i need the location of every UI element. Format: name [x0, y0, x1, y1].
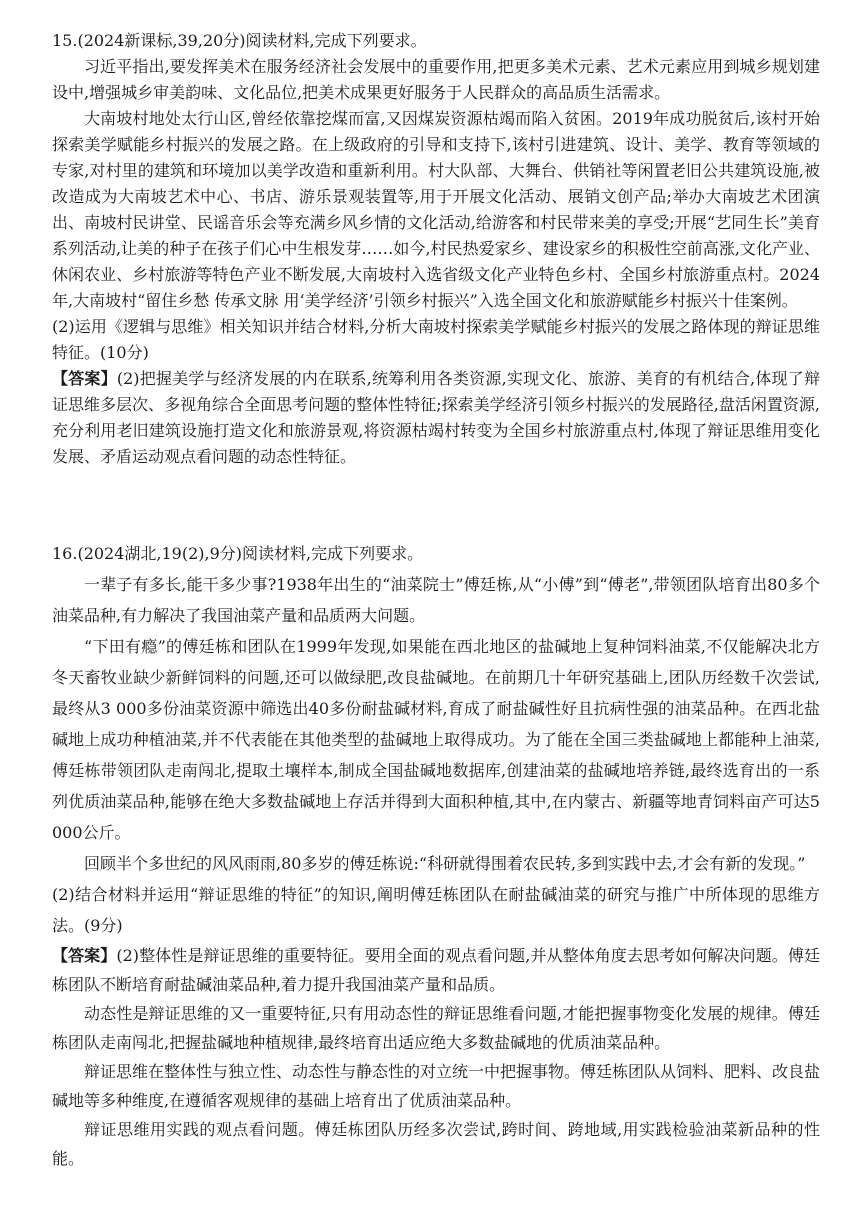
question-16-material-paragraph-2: “下田有瘾”的傅廷栋和团队在1999年发现,如果能在西北地区的盐碱地上复种饲料油菜,不仅能解决北方冬天畜牧业缺少新鲜饲料的问题,还可以做绿肥,改良盐碱地。在前期几十年研究基础上,团队历经数千次尝试,最终从3 000多份油菜资源中筛选出40多份耐盐碱材料,育成了耐盐碱性好且抗病性强的油菜品种。在西北盐碱地上成功种植油菜,并不代表能在其他类型的盐碱地上取得成功。为了能在全国三类盐碱地上都能种上油菜,傅廷栋带领团队走南闯北,提取土壤样本,制成全国盐碱地数据库,创建油菜的盐碱地培养链,最终选育出的一系列优质油菜品种,能够在绝大多数盐碱地上存活并得到大面积种植,其中,在内蒙古、新疆等地青饲料亩产可达5 000公斤。: [52, 637, 820, 842]
question-16-material-paragraph-1: 一辈子有多长,能干多少事?1938年出生的“油菜院士”傅廷栋,从“小傅”到“傅老”,带领团队培育出80多个油菜品种,有力解决了我国油菜产量和品质两大问题。: [52, 575, 820, 625]
question-15: [52, 28, 820, 470]
question-15-answer-text: (2)把握美学与经济发展的内在联系,统筹利用各类资源,实现文化、旅游、美育的有机结合,体现了辩证思维多层次、多视角综合全面思考问题的整体性特征;探索美学经济引领乡村振兴的发展路径,盘活闲置资源,充分利用老旧建筑设施打造文化和旅游景观,将资源枯竭村转变为全国乡村旅游重点村,体现了辩证思维用变化发展、矛盾运动观点看问题的动态性特征。: [52, 369, 820, 466]
question-16-answer-paragraph-2: 动态性是辩证思维的又一重要特征,只有用动态性的辩证思维看问题,才能把握事物变化发展的规律。傅廷栋团队走南闯北,把握盐碱地种植规律,最终培育出适应绝大多数盐碱地的优质油菜品种。: [52, 1004, 820, 1052]
question-16-answer-paragraph-4: 辩证思维用实践的观点看问题。傅廷栋团队历经多次尝试,跨时间、跨地域,用实践检验油菜新品种的性能。: [52, 1120, 820, 1168]
answer-tag: 【答案】: [52, 369, 117, 388]
question-16: [52, 538, 820, 1173]
question-16-material-paragraph-3: 回顾半个多世纪的风风雨雨,80多岁的傅廷栋说:“科研就得围着农民转,多到实践中去,才会有新的发现。”: [84, 854, 806, 873]
question-16-answer: [52, 941, 820, 999]
question-16-answer-text-1: (2)整体性是辩证思维的重要特征。要用全面的观点看问题,并从整体角度去思考如何解决问题。傅廷栋团队不断培育耐盐碱油菜品种,着力提升我国油菜产量和品质。: [52, 946, 820, 994]
question-16-title: 16.(2024湖北,19(2),9分)阅读材料,完成下列要求。: [52, 544, 424, 563]
question-16-prompt: (2)结合材料并运用“辩证思维的特征”的知识,阐明傅廷栋团队在耐盐碱油菜的研究与推广中所体现的思维方法。(9分): [52, 885, 820, 935]
answer-tag: 【答案】: [52, 946, 117, 965]
question-15-prompt: (2)运用《逻辑与思维》相关知识并结合材料,分析大南坡村探索美学赋能乡村振兴的发展之路体现的辩证思维特征。(10分): [52, 317, 820, 362]
question-15-material-paragraph-2: 大南坡村地处太行山区,曾经依靠挖煤而富,又因煤炭资源枯竭而陷入贫困。2019年成功脱贫后,该村开始探索美学赋能乡村振兴的发展之路。在上级政府的引导和支持下,该村引进建筑、设计、美学、教育等领域的专家,对村里的建筑和环境加以美学改造和重新利用。村大队部、大舞台、供销社等闲置老旧公共建筑设施,被改造成为大南坡艺术中心、书店、游乐景观装置等,用于开展文化活动、展销文创产品;举办大南坡艺术团演出、南坡村民讲堂、民谣音乐会等充满乡风乡情的文化活动,给游客和村民带来美的享受;开展“艺同生长”美育系列活动,让美的种子在孩子们心中生根发芽……如今,村民热爱家乡、建设家乡的积极性空前高涨,文化产业、休闲农业、乡村旅游等特色产业不断发展,大南坡村入选省级文化产业特色乡村、全国乡村旅游重点村。2024年,大南坡村“留住乡愁 传承文脉 用‘美学经济’引领乡村振兴”入选全国文化和旅游赋能乡村振兴十佳案例。: [52, 109, 820, 310]
question-15-answer: [52, 366, 820, 470]
question-16-answer-paragraph-3: 辩证思维在整体性与独立性、动态性与静态性的对立统一中把握事物。傅廷栋团队从饲料、肥料、改良盐碱地等多种维度,在遵循客观规律的基础上培育出了优质油菜品种。: [52, 1062, 821, 1110]
question-15-material-paragraph-1: 习近平指出,要发挥美术在服务经济社会发展中的重要作用,把更多美术元素、艺术元素应用到城乡规划建设中,增强城乡审美韵味、文化品位,把美术成果更好服务于人民群众的高品质生活需求。: [52, 57, 820, 102]
question-15-title: 15.(2024新课标,39,20分)阅读材料,完成下列要求。: [52, 31, 427, 50]
